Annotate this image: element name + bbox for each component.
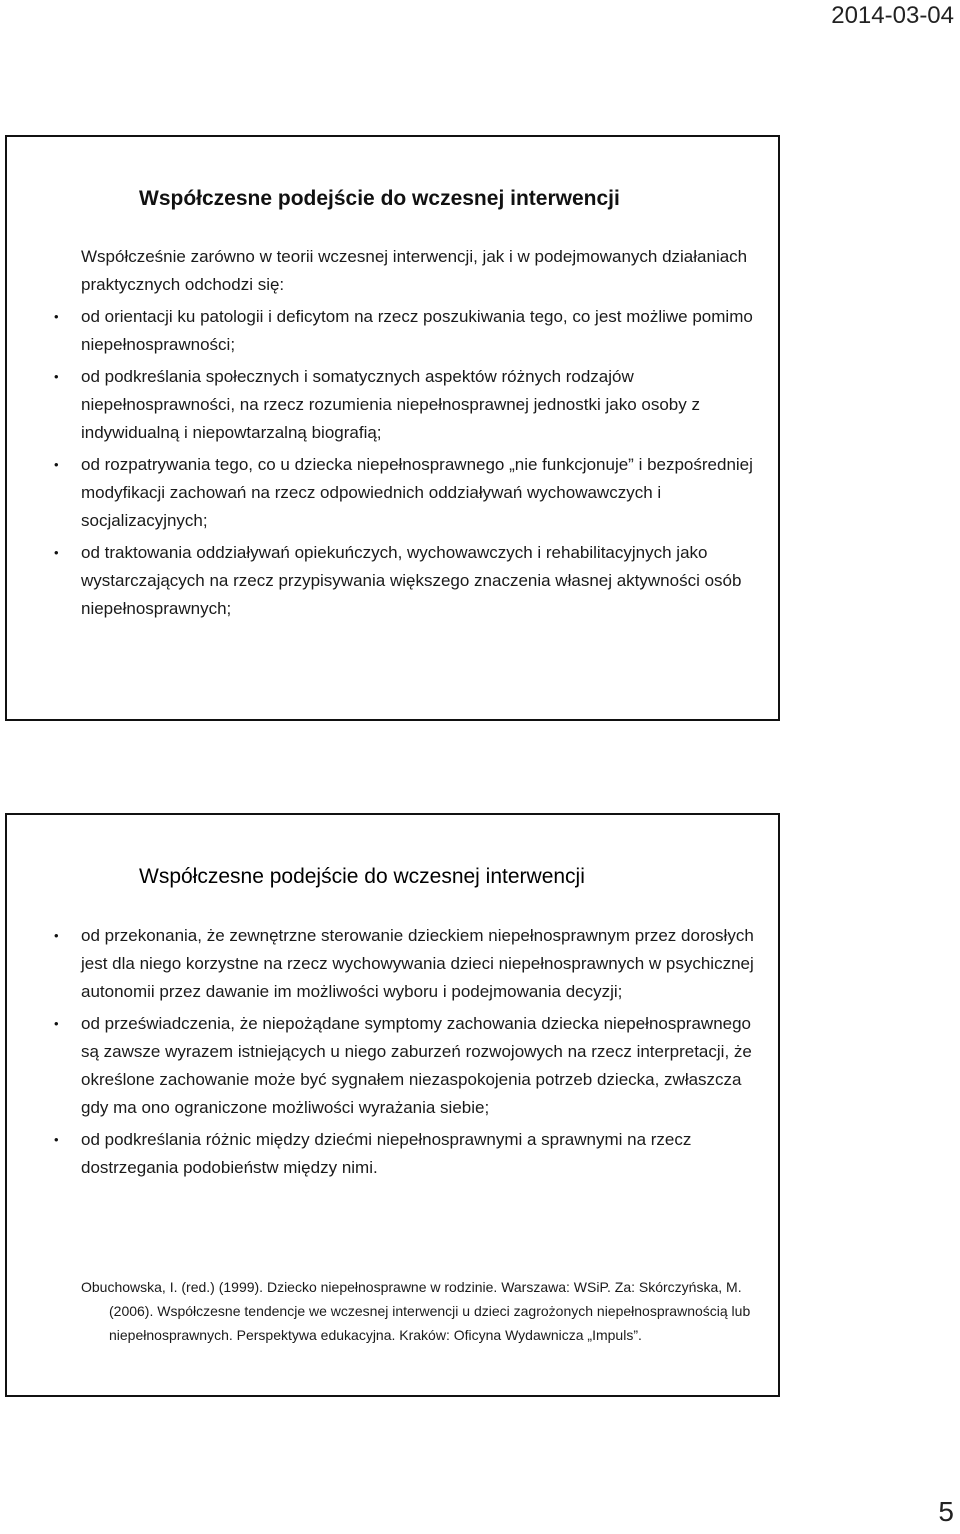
slide-intro: Współcześnie zarówno w teorii wczesnej interwencji, jak i w podejmowanych działaniach praktycznych odchodzi się: (81, 247, 748, 294)
references (81, 1275, 751, 1347)
bullet-text: od orientacji ku patologii i deficytom na rzecz poszukiwania tego, co jest możliwe pomimo niepełnosprawności; (81, 307, 753, 354)
bullet-icon: • (54, 309, 59, 324)
page-date: 2014-03-04 (831, 2, 954, 29)
list-item (54, 1010, 766, 1122)
slide-content (54, 243, 766, 627)
page-number: 5 (938, 1496, 954, 1527)
list-item (54, 303, 766, 359)
bullet-icon: • (54, 369, 59, 384)
bullet-text: od przekonania, że zewnętrzne sterowanie dzieckiem niepełnosprawnym przez dorosłych jest dla niego korzystne na rzecz wychowywania dzieci niepełnosprawnych w psychicznej autonomii przez dawanie im możliwości wyboru i podejmowania decyzji; (81, 926, 754, 1001)
bullet-text: od podkreślania społecznych i somatycznych aspektów różnych rodzajów niepełnosprawności, na rzecz rozumienia niepełnosprawnej jednostki jako osoby z indywidualną i niepowtarzalną biografią; (81, 367, 700, 442)
bullet-text: od rozpatrywania tego, co u dziecka niepełnosprawnego „nie funkcjonuje” i bezpośredniej modyfikacji zachowań na rzecz odpowiednich oddziaływań wychowawczych i socjalizacyjnych; (81, 455, 753, 530)
list-item (54, 363, 766, 447)
list-item (54, 539, 766, 623)
bullet-icon: • (54, 545, 59, 560)
list-item (54, 922, 766, 1006)
slide-title: Współczesne podejście do wczesnej interwencji (139, 187, 620, 210)
list-item (54, 1126, 766, 1182)
bullet-text: od przeświadczenia, że niepożądane symptomy zachowania dziecka niepełnosprawnego są zawsze wyrazem istniejących u niego zaburzeń rozwojowych na rzecz interpretacji, że określone zachowanie może być sygnałem niezaspokojenia potrzeb dziecka, zwłaszcza gdy ma ono ograniczone możliwości wyrażania siebie; (81, 1014, 752, 1117)
bullet-text: od podkreślania różnic między dziećmi niepełnosprawnymi a sprawnymi na rzecz dostrzegania podobieństw między nimi. (81, 1130, 692, 1177)
slide-content (54, 922, 766, 1186)
bullet-list (54, 922, 766, 1182)
bullet-icon: • (54, 1132, 59, 1147)
slide-2 (5, 813, 780, 1397)
bullet-icon: • (54, 1016, 59, 1031)
list-item (54, 451, 766, 535)
slide-1 (5, 135, 780, 721)
bullet-text: od traktowania oddziaływań opiekuńczych, wychowawczych i rehabilitacyjnych jako wystarczających na rzecz przypisywania większego znaczenia własnej aktywności osób niepełnosprawnych; (81, 543, 742, 618)
bullet-icon: • (54, 928, 59, 943)
reference-item: Obuchowska, I. (red.) (1999). Dziecko niepełnosprawne w rodzinie. Warszawa: WSiP. Za: Skórczyńska, M. (2006). Współczesne tendencje we wczesnej interwencji u dzieci zagrożonych niepełnosprawnością lub niepełnosprawnych. Perspektywa edukacyjna. Kraków: Oficyna Wydawnicza „Impuls”. (81, 1279, 751, 1343)
bullet-icon: • (54, 457, 59, 472)
bullet-list (54, 303, 766, 623)
slide-title: Współczesne podejście do wczesnej interwencji (139, 865, 585, 888)
